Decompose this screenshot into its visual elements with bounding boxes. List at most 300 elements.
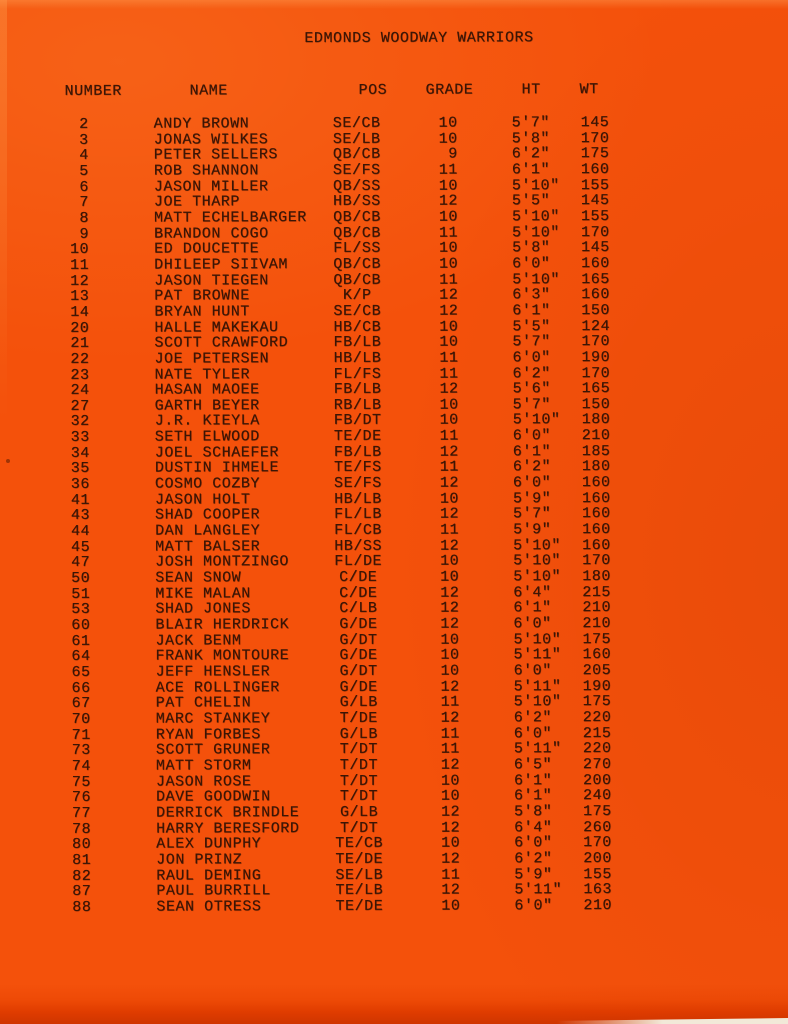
cell-pos: SE/FS [333,474,382,493]
cell-wt: 240 [582,787,612,805]
cell-ht: 5'10" [511,208,560,226]
cell-name: JOSH MONTZINGO [155,553,289,571]
cell-ht: 6'0" [512,427,551,445]
cell-ht: 5'10" [513,630,562,648]
cell-wt: 175 [582,630,612,648]
cell-grade: 10 [438,114,458,132]
cell-number: 43 [70,507,91,525]
cell-wt: 160 [581,474,611,492]
cell-grade: 11 [438,224,459,242]
cell-grade: 10 [439,490,459,508]
cell-wt: 175 [583,802,612,820]
cell-ht: 6'3" [512,286,551,304]
cell-grade: 10 [439,411,459,430]
cell-name: SCOTT CRAWFORD [154,334,289,352]
cell-name: JOE PETERSEN [154,350,270,368]
cell-number: 27 [70,397,90,415]
cell-name: PAUL BURRILL [156,882,271,900]
cell-grade: 12 [441,881,461,899]
cell-name: SHAD JONES [155,600,251,618]
cell-number: 21 [70,334,90,353]
cell-grade: 11 [439,458,459,477]
cell-grade: 9 [448,145,458,163]
cell-grade: 11 [440,693,460,711]
cell-number: 76 [71,789,92,807]
cell-pos: HB/LB [334,490,382,508]
cell-wt: 170 [580,223,610,241]
cell-number: 67 [71,695,91,713]
cell-number: 32 [70,413,90,431]
cell-name: DUSTIN IHMELE [154,459,280,477]
cell-wt: 150 [581,395,611,413]
cell-number: 2 [79,115,89,133]
cell-pos: G/DE [339,615,378,633]
cell-name: SEAN OTRESS [156,898,262,916]
cell-wt: 220 [582,740,612,758]
cell-grade: 12 [440,756,460,774]
cell-pos: QB/CB [332,146,381,164]
cell-name: SETH ELWOOD [154,428,260,446]
cell-wt: 190 [582,677,612,695]
cell-name: BLAIR HERDRICK [155,616,290,634]
cell-pos: QB/CB [333,224,381,242]
cell-name: HARRY BERESFORD [156,819,300,838]
cell-pos: RB/LB [333,396,382,414]
cell-wt: 215 [582,724,612,742]
cell-ht: 5'7" [512,505,552,523]
cell-grade: 10 [438,208,459,226]
cell-name: MATT STORM [155,757,252,775]
cell-grade: 10 [439,333,459,351]
cell-pos: C/DE [339,584,378,602]
cell-name: RYAN FORBES [155,725,261,744]
cell-name: ACE ROLLINGER [155,678,280,697]
cell-number: 34 [70,444,90,462]
cell-wt: 170 [581,364,611,382]
cell-ht: 5'6" [512,380,551,398]
cell-wt: 175 [582,693,612,711]
cell-grade: 12 [439,537,460,555]
cell-grade: 12 [441,850,461,868]
cell-name: GARTH BEYER [154,397,260,415]
cell-number: 73 [71,742,91,760]
cell-grade: 10 [439,396,459,414]
cell-number: 47 [71,554,91,572]
cell-wt: 170 [582,552,611,570]
cell-number: 61 [71,632,91,650]
cell-name: DAN LANGLEY [155,522,261,540]
cell-ht: 5'10" [511,176,560,194]
cell-grade: 11 [439,427,459,445]
cell-ht: 5'9" [514,865,553,883]
cell-name: ED DOUCETTE [154,240,260,258]
cell-number: 35 [70,460,90,478]
cell-name: PAT CHELIN [155,694,252,712]
cell-name: J.R. KIEYLA [154,412,260,431]
cell-pos: C/LB [339,600,378,618]
cell-number: 45 [70,538,91,556]
cell-number: 51 [71,585,91,603]
cell-pos: QB/CB [333,255,382,273]
cell-wt: 145 [580,192,610,210]
cell-pos: QB/CB [333,271,382,289]
cell-pos: FB/DT [333,412,382,430]
cell-grade: 10 [440,568,460,586]
cell-grade: 12 [438,192,458,210]
cell-wt: 170 [580,129,610,147]
cell-number: 4 [79,147,89,165]
cell-wt: 260 [583,818,612,836]
cell-grade: 10 [440,772,460,790]
cell-number: 88 [72,898,92,916]
cell-number: 71 [71,726,91,744]
cell-ht: 5'10" [513,693,562,711]
column-header-wt: WT [579,81,599,99]
cell-grade: 12 [440,584,460,602]
cell-pos: TE/DE [333,427,382,446]
cell-ht: 5'10" [513,568,562,586]
cell-ht: 6'2" [512,458,552,476]
cell-number: 14 [70,303,90,321]
cell-grade: 10 [438,255,459,273]
cell-pos: T/DE [339,709,378,727]
cell-name: BRANDON COGO [153,224,269,243]
cell-ht: 5'7" [511,114,550,132]
cell-number: 74 [71,757,91,775]
cell-number: 87 [72,882,92,901]
cell-name: SEAN SNOW [155,569,242,587]
cell-name: ANDY BROWN [153,115,250,133]
cell-ht: 6'1" [513,787,553,805]
cell-grade: 11 [440,740,460,758]
cell-ht: 5'10" [512,270,560,288]
cell-wt: 215 [582,583,611,601]
cell-number: 24 [70,381,90,400]
cell-name: SHAD COOPER [154,506,261,524]
cell-pos: SE/LB [332,130,381,148]
cell-wt: 124 [581,317,611,335]
cell-number: 81 [72,851,92,869]
cell-wt: 160 [581,254,610,272]
cell-pos: TE/DE [335,850,384,868]
cell-ht: 5'11" [513,677,562,695]
cell-wt: 165 [581,380,611,398]
cell-grade: 12 [440,615,460,633]
cell-grade: 11 [438,161,458,179]
cell-name: JON PRINZ [156,851,243,869]
cell-grade: 12 [439,380,459,398]
cell-wt: 145 [580,113,610,132]
cell-ht: 6'5" [513,756,553,774]
cell-pos: T/DT [339,819,379,837]
cell-ht: 5'5" [512,317,551,335]
cell-pos: T/DT [339,756,379,774]
cell-ht: 5'5" [511,192,551,210]
cell-pos: QB/CB [333,208,381,226]
cell-name: ALEX DUNPHY [156,835,262,853]
cell-number: 22 [70,350,90,368]
cell-name: DERRICK BRINDLE [156,803,300,822]
cell-ht: 5'10" [513,536,561,555]
cell-pos: TE/CB [335,834,384,853]
cell-pos: FL/FS [333,365,382,383]
cell-ht: 6'4" [514,818,553,836]
cell-wt: 200 [582,771,612,789]
cell-wt: 185 [581,442,611,460]
cell-name: JASON MILLER [153,177,269,196]
cell-name: JONAS WILKES [153,130,269,149]
cell-grade: 11 [440,725,460,743]
cell-wt: 155 [583,865,612,883]
cell-name: JASON TIEGEN [154,271,269,290]
cell-name: DAVE GOODWIN [155,788,271,806]
cell-number: 10 [69,241,90,259]
cell-number: 5 [79,162,89,180]
cell-number: 82 [72,867,92,885]
cell-pos: SE/FS [332,161,381,179]
cell-grade: 10 [440,662,460,680]
cell-name: HALLE MAKEKAU [154,318,279,337]
cell-wt: 210 [583,896,613,914]
cell-pos: SE/CB [333,302,382,320]
cell-number: 11 [69,256,90,274]
cell-grade: 12 [440,819,461,837]
cell-grade: 12 [440,803,461,821]
cell-grade: 12 [439,443,459,461]
cell-number: 36 [70,475,90,493]
cell-ht: 6'0" [514,896,553,915]
cell-wt: 170 [581,333,611,351]
cell-name: MIKE MALAN [155,584,251,603]
cell-ht: 6'1" [511,161,551,179]
cell-wt: 220 [582,708,612,727]
cell-grade: 10 [438,177,458,195]
cell-pos: TE/LB [335,881,384,900]
cell-pos: HB/SS [334,537,383,555]
cell-pos: T/DT [339,772,379,790]
cell-wt: 205 [582,661,612,680]
cell-ht: 5'7" [512,333,551,351]
cell-pos: K/P [342,287,372,305]
cell-pos: FB/LB [333,380,382,399]
cell-name: JACK BENM [155,631,242,650]
cell-ht: 5'7" [512,395,551,414]
cell-number: 75 [71,773,91,791]
cell-wt: 165 [581,270,610,288]
cell-pos: SE/CB [332,114,381,132]
cell-name: JEFF HENSLER [155,663,271,681]
cell-ht: 5'11" [513,646,562,664]
cell-pos: FB/LB [333,333,382,352]
cell-wt: 180 [581,458,611,476]
cell-pos: FL/DE [334,553,383,571]
cell-pos: T/DT [339,788,379,806]
cell-pos: HB/SS [332,193,381,211]
cell-grade: 11 [439,364,459,383]
cell-pos: G/DT [339,631,378,649]
cell-ht: 6'2" [514,850,553,868]
cell-wt: 145 [581,239,610,257]
cell-grade: 12 [439,286,459,304]
cell-name: RAUL DEMING [156,866,262,885]
cell-name: ROB SHANNON [153,162,259,180]
roster-table [0,115,661,916]
cell-number: 33 [70,428,90,446]
cell-pos: HB/CB [333,318,382,336]
cell-name: PAT BROWNE [154,287,250,305]
cell-wt: 150 [581,301,610,319]
cell-pos: FL/CB [334,521,382,539]
cell-number: 23 [70,366,90,384]
cell-ht: 5'9" [513,521,552,539]
cell-grade: 10 [440,646,460,664]
cell-number: 80 [72,835,92,854]
cell-ht: 5'10" [512,411,561,429]
cell-ht: 5'8" [512,239,551,257]
cell-number: 8 [79,209,90,227]
cell-grade: 12 [439,302,459,320]
cell-pos: TE/DE [335,897,384,915]
cell-ht: 5'8" [514,803,553,821]
cell-pos: FB/LB [333,443,382,461]
cell-grade: 10 [441,897,461,915]
cell-pos: G/DE [339,647,378,665]
column-header-ht: HT [521,81,541,99]
cell-number: 3 [79,131,89,149]
cell-name: JASON ROSE [155,772,252,791]
cell-name: HASAN MAOEE [154,381,260,399]
cell-ht: 5'9" [512,489,552,508]
cell-number: 60 [71,616,91,634]
cell-pos: FL/LB [334,506,382,524]
cell-grade: 11 [439,349,459,367]
cell-pos: FL/SS [333,240,381,258]
cell-name: DHILEEP SIIVAM [154,256,288,274]
cell-ht: 6'0" [512,349,551,367]
cell-number: 77 [71,804,92,822]
cell-ht: 6'2" [513,709,552,727]
cell-ht: 5'11" [513,740,562,758]
cell-number: 9 [79,225,90,243]
cell-number: 7 [79,194,89,212]
cell-name: JOEL SCHAEFER [154,443,279,462]
cell-grade: 11 [441,865,461,884]
cell-pos: G/DE [339,678,378,696]
cell-ht: 6'1" [513,771,553,789]
cell-wt: 175 [580,145,610,163]
cell-ht: 6'1" [512,302,551,320]
cell-ht: 5'10" [511,223,560,241]
cell-wt: 270 [582,755,612,773]
cell-number: 6 [79,178,89,196]
cell-number: 41 [70,491,90,509]
cell-number: 53 [71,601,91,619]
cell-wt: 163 [583,881,613,899]
cell-grade: 12 [440,599,460,617]
cell-grade: 10 [438,130,458,148]
cell-wt: 155 [580,176,610,194]
cell-name: NATE TYLER [154,365,251,384]
cell-pos: QB/SS [332,177,381,195]
cell-wt: 155 [580,207,610,226]
column-header-pos: POS [358,81,388,99]
cell-pos: HB/LB [333,349,382,367]
cell-pos: G/LB [339,694,378,712]
cell-ht: 6'2" [512,364,551,382]
cell-ht: 5'10" [513,552,561,570]
cell-ht: 6'4" [513,583,552,601]
cell-pos: C/DE [339,568,378,586]
cell-grade: 11 [439,271,459,289]
cell-name: FRANK MONTOURE [155,647,290,665]
cell-grade: 11 [439,521,460,539]
cell-number: 78 [71,820,92,838]
scan-speck [6,459,10,463]
cell-ht: 6'0" [513,724,553,742]
cell-name: JOE THARP [153,193,240,211]
cell-ht: 6'0" [513,662,552,680]
cell-wt: 210 [581,427,611,445]
cell-name: JASON HOLT [154,490,251,509]
cell-wt: 180 [581,411,611,429]
cell-number: 66 [71,679,91,697]
cell-wt: 210 [582,614,612,633]
cell-wt: 160 [581,489,611,507]
cell-number: 12 [70,272,90,290]
cell-ht: 6'2" [511,145,551,163]
cell-wt: 210 [582,599,612,617]
cell-grade: 12 [439,474,459,492]
cell-wt: 160 [581,505,611,523]
cell-grade: 10 [440,787,461,805]
cell-pos: TE/FS [333,459,382,477]
column-header-grade: GRADE [425,81,474,99]
cell-name: BRYAN HUNT [154,303,250,321]
cell-number: 44 [70,522,91,540]
cell-grade: 12 [440,709,460,727]
cell-pos: G/DT [339,662,378,680]
cell-wt: 170 [583,834,612,852]
column-header-number: NUMBER [64,82,122,100]
cell-ht: 6'0" [513,615,552,633]
cell-grade: 10 [438,239,459,257]
page-title: EDMONDS WOODWAY WARRIORS [304,29,534,48]
cell-number: 70 [71,710,91,728]
cell-wt: 160 [582,536,611,554]
cell-grade: 10 [439,318,459,336]
cell-number: 13 [70,288,90,306]
cell-ht: 6'0" [512,255,551,273]
cell-pos: G/LB [339,725,378,743]
cell-ht: 6'0" [514,834,553,852]
cell-ht: 6'1" [512,442,552,461]
cell-name: MARC STANKEY [155,710,271,728]
cell-grade: 12 [439,505,460,523]
cell-name: SCOTT GRUNER [155,741,271,759]
cell-wt: 190 [581,348,611,366]
cell-name: COSMO COZBY [154,475,261,493]
cell-wt: 160 [582,521,611,539]
cell-grade: 10 [441,834,461,852]
cell-number: 20 [70,319,90,337]
cell-wt: 180 [582,567,611,586]
cell-pos: T/DT [339,741,378,759]
cell-wt: 160 [581,286,610,304]
cell-grade: 10 [440,631,460,649]
cell-name: PETER SELLERS [153,146,278,164]
cell-name: MATT BALSER [155,537,261,556]
cell-number: 50 [71,569,91,587]
